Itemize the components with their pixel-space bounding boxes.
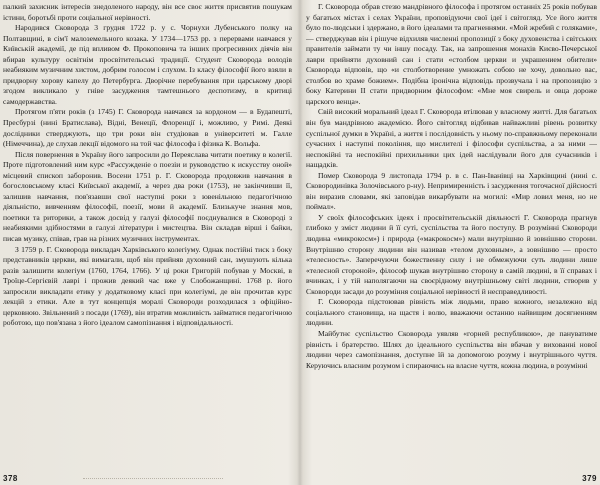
page-number-right: 379: [582, 474, 597, 483]
paragraph: З 1759 р. Г. Сковорода викладач Харківського колегіуму. Однак постійні тиск з боку представників церкви, які вимагали, щоб він прийняв духовний сан, змушують кілька разів залишити колегіум (1760, 1764, 1766). У ці роки Григорій побував у Москві, в Троїце-Сергієвій лаврі і прожив деякий час вже у Слобожанщині. 1768 р. його запросили викладати етику у додатковому класі при колегіумі, де він прочитав курс лекцій з етики. Але в тут концепція моралі Сковороди розходилася з офіційно-церковною. Звільнений з посади (1769), він втратив можливість займатися педагогічною роботою, що пов'язана з його ідеалом самопізнання і відповідальності.: [3, 244, 292, 328]
paragraph: Г. Сковорода обрав стезю мандрівного філософа і протягом останніх 25 років побував у багатьох містах і селах України, проповідуючи свої ідеї і світогляд. Усе його життя було по-людськи і здержано, в його ідеалами та прагненнями. «Мой жребий с голяками», — стверджував він і рішуче відхиляв численні пропозиції з боку духовенства і світських правителів займати ту чи іншу посаду. Так, на запрошення монахів Києво-Печерської лаври прийняти духовний сан і стати «столбом церкви и украшением обители» Сковорода відповів, що «и столботворение умножать собою не хочу, довольно вас, столбов во храме божием». Подібна іронічна відповідь прозвучала і на пропозицію з боку Катерини II стати придворним філософом: «Мне моя свирель и овца дороже царского венца».: [306, 2, 597, 106]
paragraph: Після повернення в Україну його запросили до Переяслава читати поетику в колегії. Проте підготовлений ним курс «Рассужденіе о поезіи и руководство к искусству оной» місцевий єпископ заборонив. Восени 1751 р. Г. Сковорода продовжив навчання в богословському класі Київської академії, а через два роки (1753), не закінчивши її, залишив навчання, пов'язавши свої наступні роки з ювенільною педагогічною діяльністю, вивченням філософії, поезії, мови й академії. Близькуче знання мов, поетики та риторики, а також досвід у галузі філософії поєднувалися в Сковороді з неабиякими здібностями в галузі літератури і мистецтва. Він складав вірші і байки, писав музику, співав, грав на різних музичних інструментах.: [3, 149, 292, 244]
paragraph: Майбутнє суспільство Сковорода уявляв «горней республикою», де пануватиме рівність і братерство. Шлях до ідеального суспільства він вбачав у вихованні нової людини через самопізнання, доступне їй за допомогою розуму і внутрішнього чуття. Керуючись власним розумом і спираючись на власне чуття, кожна людина, в розумінні: [306, 328, 597, 370]
footer-rule: [83, 478, 223, 479]
book-gutter: [297, 0, 303, 485]
paragraph: Г. Сковорода підстоював рівність між людьми, право кожного, незалежно від соціального становища, на щастя і волю, вважаючи останню найвищим досягненням людини.: [306, 297, 597, 328]
right-page-text: [306, 2, 597, 469]
left-page-text: [3, 2, 292, 469]
paragraph: У своїх філософських ідеях і просвітительській діяльності Г. Сковорода прагнув глибоко у зміст людини й її суті, суспільства та його поступу. В розумінні Сковороди людина «микрокосм») і природа («макрокосм») мали внутрішню й зовнішню сторони. Внутрішню сторону людини він називав «телом духовным», а зовнішню — просто «телесность». Заперечуючи божественну силу і не обмежуючи суть людини лише «телесной стороной», філософ шукав внутрішню сторону в самій людині, в її справах і вчинках, і у тій наполягаючи на своєрідному внутрішньому світі людини, створив у Сковороди засади до розуміння соціальної нерівності й несправедливості.: [306, 212, 597, 296]
page-number-left: 378: [3, 474, 18, 483]
right-page: [306, 2, 597, 483]
left-page: [3, 2, 292, 483]
paragraph: палкий захисник інтересів знедоленого народу, він все своє життя присвятив пошукам істини, боротьбі проти соціальної нерівності.: [3, 2, 292, 22]
paragraph: Свій високий моральний ідеал Г. Сковорода втілював у власному житті. Для багатьох він був мандрівною академією. Його світогляд відбивав найважливі рівень розвитку суспільної думки в Україні, а життя і послідовність у ньому по-справжньому переконали сучасних і наступні покоління, що мислителі і філософи суспільства, а за ними — неспокійні та неспокійні прихильники цих ідей наслідували його для сучасників і нащадків.: [306, 107, 597, 170]
paragraph: Народився Сковорода 3 грудня 1722 р. у с. Чорнухи Лубенського полку на Полтавщині, в сім'ї малоземельного козака. У 1734—1753 рр. з перервами навчався у Київській академії, де під впливом Ф. Прокоповича та інших прогресивних діячів він вбирав культуру освітнім просвітительські традиції. Студент Сковорода володів неабияким музичним хистом, добрим голосом і слухом. Із класу філософії його взяли в придворну хорову капелу до Петербурга. Дворічне перебування при царському дворі згодом викликало у гніве засудження тамтешнього деспотизму, в критиці самодержавства.: [3, 23, 292, 106]
paragraph: Помер Сковорода 9 листопада 1794 р. в с. Пан-Іванівці на Харківщині (нині с. Сковородинівка Золочівського р-ну). Непримиренність і засудження тогочасної дійсності він виразив словами, які заповідав викарбувати на могилі: «Мир ловил меня, но не поймал».: [306, 170, 597, 212]
paragraph: Протягом п'яти років (з 1745) Г. Сковорода навчався за кордоном — в Будапешті, Пресбурзі (нині Братислава), Відні, Венеції, Флоренції і, можливо, у Римі. Деякі дослідники стверджують, що три роки він студіював в університеті м. Галле (Німеччина), де слухав лекції відомого на той час філософа і фізика К. Вольфа.: [3, 107, 292, 149]
